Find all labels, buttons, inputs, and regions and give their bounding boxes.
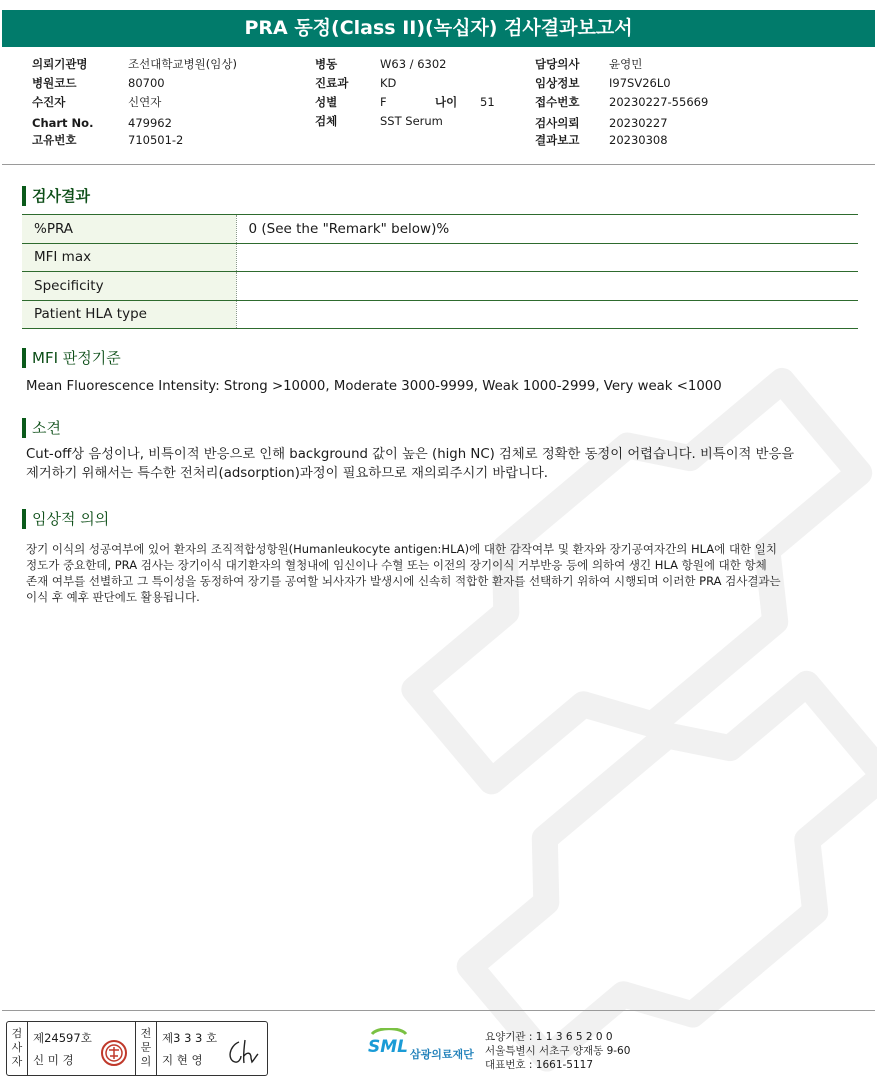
org-name: 삼광의료재단 bbox=[410, 1048, 474, 1061]
info-label-patient: 수진자 bbox=[32, 95, 66, 109]
clinical-text bbox=[26, 541, 851, 605]
header-divider bbox=[2, 164, 875, 165]
sml-logo-icon bbox=[366, 1028, 408, 1054]
info-value-clinical-info: I97SV26L0 bbox=[609, 76, 671, 90]
info-label-department: 진료과 bbox=[315, 76, 349, 90]
info-value-receipt-no: 20230227-55669 bbox=[609, 95, 709, 109]
info-label-specimen: 검체 bbox=[315, 114, 338, 128]
info-value-department: KD bbox=[380, 76, 397, 90]
org-info-line: 서울특별시 서초구 양재동 9-60 bbox=[485, 1045, 631, 1057]
opinion-line: 제거하기 위해서는 특수한 전처리(adsorption)과정이 필요하므로 재의뢰주시기 바랍니다. bbox=[26, 466, 549, 481]
org-info bbox=[485, 1030, 630, 1072]
doctor-name: 지 현 영 bbox=[162, 1053, 203, 1067]
org-info-line: 요양기관 : 1 1 3 6 5 2 0 0 bbox=[485, 1031, 613, 1043]
clinical-line: 이식 후 예후 판단에도 활용됩니다. bbox=[26, 590, 200, 604]
result-key: Patient HLA type bbox=[22, 300, 236, 329]
info-label-ward: 병동 bbox=[315, 57, 338, 71]
examiner-seal-icon bbox=[99, 1038, 129, 1068]
info-value-request-date: 20230227 bbox=[609, 116, 668, 130]
info-value-patient: 신연자 bbox=[128, 95, 162, 109]
result-value bbox=[236, 300, 858, 329]
report-title: PRA 동정(Class II)(녹십자) 검사결과보고서 bbox=[2, 10, 875, 47]
results-table bbox=[22, 214, 858, 329]
info-label-request-date: 검사의뢰 bbox=[535, 116, 580, 130]
info-value-age: 51 bbox=[480, 95, 495, 109]
info-label-age: 나이 bbox=[435, 95, 458, 109]
opinion-text bbox=[26, 445, 851, 483]
opinion-heading: 소견 bbox=[22, 418, 61, 438]
result-value bbox=[236, 243, 858, 272]
info-label-hospital-code: 병원코드 bbox=[32, 76, 77, 90]
examiner-label: 검 사 자 bbox=[11, 1027, 23, 1068]
info-value-requester: 조선대학교병원(임상) bbox=[128, 57, 237, 71]
result-key: MFI max bbox=[22, 243, 236, 272]
info-label-clinical-info: 임상정보 bbox=[535, 76, 580, 90]
opinion-line: Cut-off상 음성이나, 비특이적 반응으로 인해 background 값이 높은 (high NC) 검체로 정확한 동정이 어렵습니다. 비특이적 반응을 bbox=[26, 447, 795, 462]
info-label-sex: 성별 bbox=[315, 95, 338, 109]
result-key: Specificity bbox=[22, 272, 236, 301]
mfi-text: Mean Fluorescence Intensity: Strong >10000, Moderate 3000-9999, Weak 1000-2999, Very weak <1000 bbox=[26, 379, 722, 394]
info-label-chart-no: Chart No. bbox=[32, 116, 94, 130]
clinical-line: 장기 이식의 성공여부에 있어 환자의 조직적합성항원(Humanleukocyte antigen:HLA)에 대한 감작여부 및 환자와 장기공여자간의 HLA에 대한 일치 bbox=[26, 542, 778, 556]
info-label-unique-no: 고유번호 bbox=[32, 133, 77, 147]
info-value-unique-no: 710501-2 bbox=[128, 133, 184, 147]
info-label-report-date: 결과보고 bbox=[535, 133, 580, 147]
mfi-heading: MFI 판정기준 bbox=[22, 348, 121, 368]
info-value-ward: W63 / 6302 bbox=[380, 57, 447, 71]
result-value: 0 (See the "Remark" below)% bbox=[236, 215, 858, 244]
examiner-name: 신 미 경 bbox=[33, 1053, 74, 1067]
result-key: %PRA bbox=[22, 215, 236, 244]
result-value bbox=[236, 272, 858, 301]
table-row bbox=[22, 215, 858, 244]
footer-divider bbox=[2, 1010, 875, 1011]
signature-box bbox=[6, 1021, 268, 1076]
doctor-license: 제3 3 3 호 bbox=[162, 1031, 218, 1045]
examiner-license: 제24597호 bbox=[33, 1031, 92, 1045]
clinical-line: 정도가 중요한데, PRA 검사는 장기이식 대기환자의 혈청내에 임신이나 수혈 또는 이전의 장기이식 거부반응 등에 의하여 생긴 HLA 항원에 대한 항체 bbox=[26, 558, 767, 572]
results-heading: 검사결과 bbox=[22, 186, 90, 206]
clinical-heading: 임상적 의의 bbox=[22, 509, 109, 529]
doctor-label: 전 문 의 bbox=[140, 1027, 152, 1068]
org-info-line: 대표번호 : 1661-5117 bbox=[485, 1059, 594, 1071]
table-row bbox=[22, 272, 858, 301]
info-value-specimen: SST Serum bbox=[380, 114, 443, 128]
info-value-hospital-code: 80700 bbox=[128, 76, 165, 90]
svg-text:SML: SML bbox=[368, 1037, 408, 1054]
info-label-doctor: 담당의사 bbox=[535, 57, 580, 71]
info-value-chart-no: 479962 bbox=[128, 116, 172, 130]
info-value-report-date: 20230308 bbox=[609, 133, 668, 147]
clinical-line: 존재 여부를 선별하고 그 특이성을 동정하여 장기를 공여할 뇌사자가 발생시에 신속히 적합한 환자를 선택하기 위하여 시행되며 이러한 PRA 검사결과는 bbox=[26, 574, 781, 588]
info-label-requester: 의뢰기관명 bbox=[32, 57, 88, 71]
table-row bbox=[22, 300, 858, 329]
info-label-receipt-no: 접수번호 bbox=[535, 95, 580, 109]
doctor-signature-icon bbox=[225, 1036, 261, 1066]
table-row bbox=[22, 243, 858, 272]
info-value-doctor: 윤영민 bbox=[609, 57, 643, 71]
info-value-sex: F bbox=[380, 95, 387, 109]
